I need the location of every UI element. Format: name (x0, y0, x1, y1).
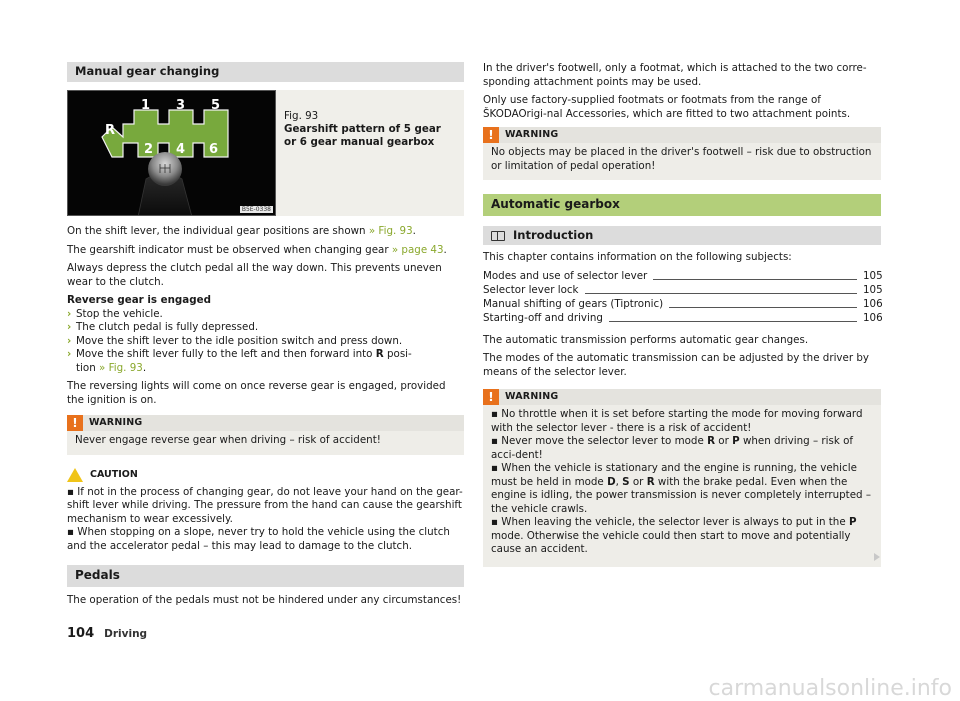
figure-image-id: B5E-0338 (241, 206, 271, 213)
page-footer (67, 627, 147, 642)
caution-header (67, 467, 464, 483)
figure-image-gearshift (67, 90, 276, 216)
list-item: › Move the shift lever to the idle position switch and press down. (67, 334, 403, 347)
toc-entry[interactable]: Manual shifting of gears (Tiptronic) 106 (483, 298, 883, 310)
warning-exclamation-icon: ! (483, 389, 499, 405)
figure-93 (67, 90, 464, 216)
list-item: ▪ When the vehicle is stationary and the engine is running, the vehicle must be held in mode D, S or R with the brake pedal. Even when the engine is idling, the power transmission is never completely interrupted – the vehicle crawls. (491, 462, 871, 515)
warning-list (483, 405, 881, 567)
list-item: ▪ No throttle when it is set before starting the mode for moving forward with the selector lever - there is a risk of accident! (491, 408, 863, 434)
list-item: › Move the shift lever fully to the left and then forward into R posi- tion » Fig. 93. (67, 348, 412, 374)
figure-caption (276, 90, 464, 216)
book-icon (491, 231, 505, 241)
left-column (67, 62, 464, 608)
page-number: 104 (67, 626, 95, 641)
gear-label-5: 5 (211, 98, 221, 113)
paragraph-footmat: In the driver's footwell, only a footmat, which is attached to the two corre-sponding attachment points may be used. (483, 62, 867, 88)
reverse-steps-list (67, 308, 464, 376)
warning-label: WARNING (505, 391, 559, 403)
warning-box-reverse (67, 415, 464, 455)
toc-list (483, 270, 881, 326)
warning-text: Never engage reverse gear when driving – risk of accident! (75, 434, 381, 446)
toc-entry[interactable]: Selector lever lock 105 (483, 284, 883, 296)
gear-label-2: 2 (144, 142, 154, 157)
list-item: › The clutch pedal is fully depressed. (67, 321, 259, 333)
paragraph-shift-positions: On the shift lever, the individual gear positions are shown » Fig. 93. (67, 225, 416, 237)
step-arrow-icon: › (67, 334, 72, 347)
step-arrow-icon: › (67, 321, 72, 333)
warning-exclamation-icon: ! (483, 127, 499, 143)
paragraph-clutch: Always depress the clutch pedal all the way down. This prevents uneven wear to the clutch. (67, 262, 442, 288)
watermark-text: carmanualsonline.info (708, 675, 952, 701)
caution-list (67, 486, 464, 554)
warning-exclamation-icon: ! (67, 415, 83, 431)
section-title-automatic-gearbox: Automatic gearbox (483, 194, 881, 216)
introduction-title: Introduction (513, 227, 594, 242)
warning-box-footwell (483, 127, 881, 180)
caution-label: CAUTION (90, 468, 138, 480)
reverse-gear-heading: Reverse gear is engaged (67, 294, 211, 306)
cross-reference-link[interactable]: » page 43 (391, 243, 444, 256)
paragraph-reversing-lights: The reversing lights will come on once reverse gear is engaged, provided the ignition is on. (67, 380, 446, 406)
warning-label: WARNING (89, 417, 143, 429)
warning-label: WARNING (505, 129, 559, 141)
list-item: › Stop the vehicle. (67, 307, 163, 320)
paragraph-intro: This chapter contains information on the following subjects: (483, 251, 792, 263)
subsection-introduction (483, 226, 881, 245)
figure-caption-title: Gearshift pattern of 5 gear or 6 gear manual gearbox (284, 123, 441, 148)
figure-number: Fig. 93 (284, 110, 319, 122)
cross-reference-link[interactable]: » Fig. 93 (368, 225, 413, 237)
list-item: ▪ If not in the process of changing gear, do not leave your hand on the gear-shift lever while driving. The pressure from the hand can cause the gearshift mechanism to wear excessively. (67, 485, 463, 525)
warning-text: No objects may be placed in the driver's footwell – risk due to obstruction or limitation of pedal operation! (491, 146, 872, 172)
gear-label-R: R (105, 123, 116, 138)
footer-section-name: Driving (104, 628, 148, 640)
gear-label-3: 3 (176, 98, 186, 113)
paragraph-gearshift-indicator: The gearshift indicator must be observed when changing gear » page 43. (67, 243, 447, 256)
continued-arrow-icon (874, 553, 880, 561)
right-column (483, 62, 881, 567)
gear-label-1: 1 (141, 98, 151, 113)
gearshift-pattern-graphic (68, 91, 276, 216)
warning-box-automatic (483, 389, 881, 567)
paragraph-footmat-accessories: Only use factory-supplied footmats or footmats from the range of ŠKODAOrigi-nal Accessories, which are fitted to two attachment points. (483, 94, 851, 120)
toc-entry[interactable]: Starting-off and driving 106 (483, 312, 883, 324)
section-title-pedals: Pedals (67, 565, 464, 587)
list-item: ▪ Never move the selector lever to mode R or P when driving – risk of acci-dent! (491, 435, 853, 461)
section-title-manual-gear: Manual gear changing (67, 62, 464, 82)
cross-reference-link[interactable]: » Fig. 93 (99, 361, 143, 374)
gear-label-4: 4 (176, 142, 186, 157)
gear-label-6: 6 (209, 142, 219, 157)
step-arrow-icon: › (67, 307, 72, 320)
toc-entry[interactable]: Modes and use of selector lever 105 (483, 270, 883, 282)
step-arrow-icon: › (67, 348, 72, 360)
paragraph-modes: The modes of the automatic transmission can be adjusted by the driver by means of the selector lever. (483, 352, 869, 378)
paragraph-pedals: The operation of the pedals must not be hindered under any circumstances! (67, 594, 462, 606)
paragraph-automatic-changes: The automatic transmission performs automatic gear changes. (483, 333, 809, 346)
caution-triangle-icon (67, 468, 83, 482)
list-item: ▪ When leaving the vehicle, the selector lever is always to put in the P mode. Otherwise the vehicle could then start to move and potentially cause an accident. (491, 516, 857, 555)
list-item: ▪ When stopping on a slope, never try to hold the vehicle using the clutch and the accelerator pedal – this may lead to damage to the clutch. (67, 526, 450, 552)
